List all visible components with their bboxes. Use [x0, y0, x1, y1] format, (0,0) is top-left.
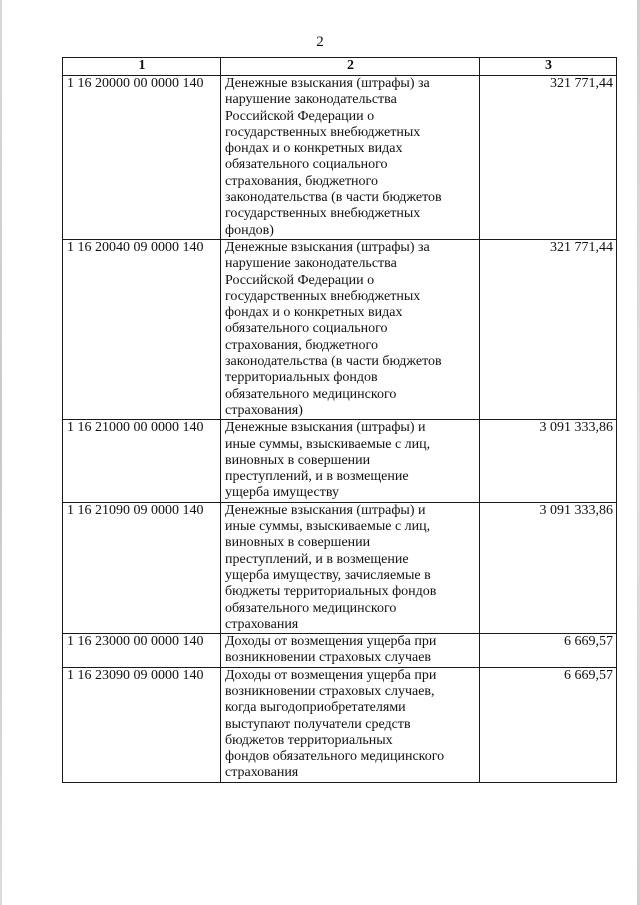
row-amount: 321 771,44 — [480, 76, 617, 240]
table-row — [63, 502, 617, 633]
row-code: 1 16 20040 09 0000 140 — [63, 239, 221, 419]
row-code: 1 16 23090 09 0000 140 — [63, 667, 221, 782]
row-description: Денежные взыскания (штрафы) и иные суммы, взыскиваемые с лиц, виновных в совершении преступлений, и в возмещение ущерба имуществу — [221, 420, 480, 502]
column-header-3: 3 — [480, 58, 617, 76]
row-amount: 6 669,57 — [480, 634, 617, 668]
row-description: Денежные взыскания (штрафы) за нарушение законодательства Российской Федерации о государственных внебюджетных фондах и о конкретных видах обязательного социального страхования, бюджетного законодательства (в части бюджетов государственных внебюджетных фондов) — [221, 76, 480, 240]
row-description: Денежные взыскания (штрафы) за нарушение законодательства Российской Федерации о государственных внебюджетных фондах и о конкретных видах обязательного социального страхования, бюджетного законодательства (в части бюджетов территориальных фондов обязательного медицинского страхования) — [221, 239, 480, 419]
column-header-2: 2 — [221, 58, 480, 76]
table-row — [63, 239, 617, 419]
row-description: Доходы от возмещения ущерба при возникновении страховых случаев, когда выгодоприобретателями выступают получатели средств бюджетов территориальных фондов обязательного медицинского страхования — [221, 667, 480, 782]
page-number: 2 — [316, 34, 324, 50]
row-description: Денежные взыскания (штрафы) и иные суммы, взыскиваемые с лиц, виновных в совершении преступлений, и в возмещение ущерба имуществу, зачисляемые в бюджеты территориальных фондов обязательного медицинского страхования — [221, 502, 480, 633]
table-row — [63, 76, 617, 240]
table-row — [63, 667, 617, 782]
row-amount: 3 091 333,86 — [480, 502, 617, 633]
row-code: 1 16 20000 00 0000 140 — [63, 76, 221, 240]
scan-edge-left — [0, 0, 2, 905]
table-row — [63, 420, 617, 502]
row-amount: 6 669,57 — [480, 667, 617, 782]
row-code: 1 16 21000 00 0000 140 — [63, 420, 221, 502]
row-code: 1 16 21090 09 0000 140 — [63, 502, 221, 633]
row-amount: 3 091 333,86 — [480, 420, 617, 502]
row-code: 1 16 23000 00 0000 140 — [63, 634, 221, 668]
row-amount: 321 771,44 — [480, 239, 617, 419]
row-description: Доходы от возмещения ущерба при возникновении страховых случаев — [221, 634, 480, 668]
table-header-row — [63, 58, 617, 76]
column-header-1: 1 — [63, 58, 221, 76]
table-row — [63, 634, 617, 668]
revenue-table — [62, 57, 617, 783]
